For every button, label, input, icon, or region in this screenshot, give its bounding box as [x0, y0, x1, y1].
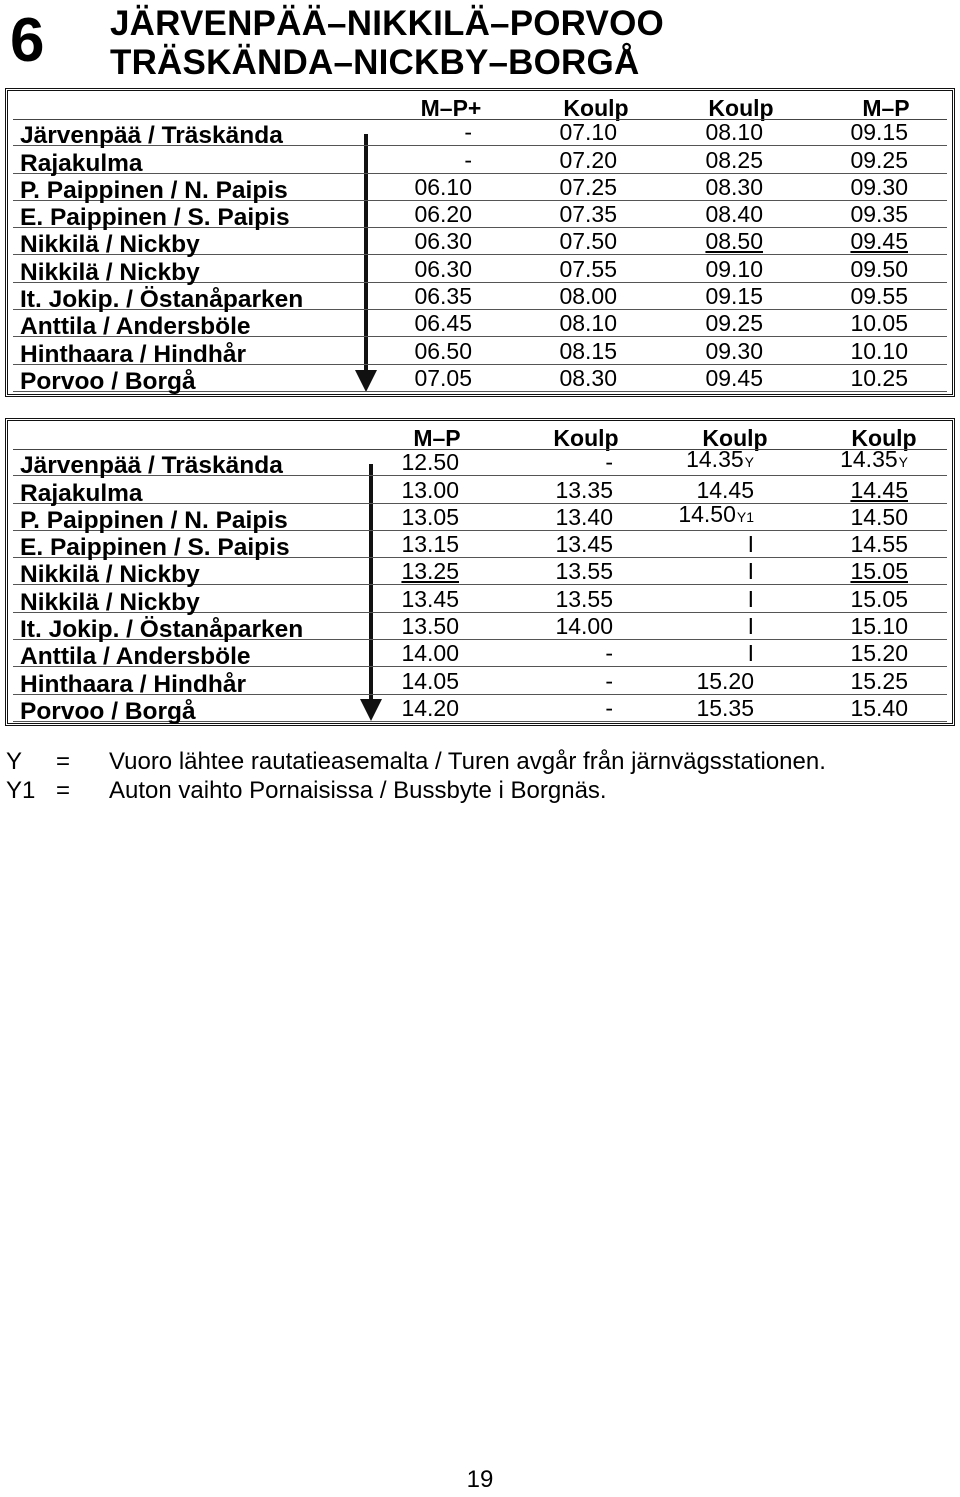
time-cell: 14.55 [850, 531, 908, 558]
time-cell: 14.45 [850, 476, 908, 503]
time-cell: 15.05 [850, 585, 908, 612]
route-title-swedish: TRÄSKÄNDA–NICKBY–BORGÅ [110, 43, 640, 82]
stop-name: Järvenpää / Träskända [20, 122, 283, 150]
time-cell: 08.30 [705, 173, 763, 200]
time-cell: 07.35 [559, 201, 617, 228]
time-cell: I [747, 613, 754, 640]
time-cell: 06.50 [414, 337, 472, 364]
footnote-mark: Y [744, 454, 754, 471]
time-cell [840, 446, 908, 475]
time-cell: 13.50 [401, 613, 459, 640]
time-cell: I [747, 640, 754, 667]
time-cell: - [605, 694, 613, 721]
time-cell: 07.05 [414, 364, 472, 391]
timetable-afternoon [5, 418, 955, 726]
time-cell: 07.50 [559, 228, 617, 255]
legend-text: Vuoro lähtee rautatieasemalta / Turen avgår från järnvägsstationen. [109, 748, 826, 775]
page-number: 19 [466, 1466, 494, 1493]
time-cell: 10.25 [850, 364, 908, 391]
table-row [13, 476, 947, 507]
time-cell: 06.45 [414, 310, 472, 337]
stop-name: Nikkilä / Nickby [20, 561, 200, 589]
time-cell: 13.55 [555, 558, 613, 585]
time-cell [678, 501, 754, 530]
time-cell: 08.00 [559, 283, 617, 310]
time-cell: 09.10 [705, 255, 763, 282]
table-row [13, 201, 947, 232]
stop-name: Nikkilä / Nickby [20, 588, 200, 616]
time-cell: 15.40 [850, 694, 908, 721]
time-cell: 07.20 [559, 146, 617, 173]
time-cell: 09.45 [705, 364, 763, 391]
time-cell: 14.45 [696, 476, 754, 503]
time-cell: 13.25 [401, 558, 459, 585]
time-cell: 13.45 [401, 585, 459, 612]
time-cell: 13.55 [555, 585, 613, 612]
stop-name: E. Paippinen / S. Paipis [20, 534, 290, 562]
column-header: M–P [862, 95, 910, 121]
time-cell: 08.40 [705, 201, 763, 228]
legend-item [6, 776, 607, 806]
route-title-finnish: JÄRVENPÄÄ–NIKKILÄ–PORVOO [110, 4, 664, 43]
timetable-morning [5, 88, 955, 397]
time-cell: 06.30 [414, 255, 472, 282]
legend-equals: = [56, 748, 71, 775]
legend-key: Y1 [6, 777, 36, 804]
table-row [13, 337, 947, 368]
stop-name: Porvoo / Borgå [20, 367, 196, 395]
time-value: 14.50 [678, 500, 736, 527]
stop-name: Rajakulma [20, 479, 143, 507]
stop-name: Porvoo / Borgå [20, 697, 196, 725]
time-cell: I [747, 558, 754, 585]
table-row [13, 255, 947, 286]
time-cell [686, 446, 754, 475]
time-cell: 09.50 [850, 255, 908, 282]
time-cell: - [464, 146, 472, 173]
time-cell: 13.35 [555, 476, 613, 503]
time-value: 14.35 [686, 446, 744, 473]
table-row [13, 500, 947, 534]
stop-name: Nikkilä / Nickby [20, 231, 200, 259]
time-cell: - [605, 640, 613, 667]
time-cell: 10.10 [850, 337, 908, 364]
time-cell: 13.15 [401, 531, 459, 558]
table-row [13, 146, 947, 177]
table-row [13, 531, 947, 562]
legend-equals: = [56, 777, 71, 804]
time-cell: 06.35 [414, 283, 472, 310]
stop-name: Rajakulma [20, 149, 143, 177]
time-cell: 09.45 [850, 228, 908, 255]
time-cell: 09.25 [705, 310, 763, 337]
time-cell: 14.05 [401, 667, 459, 694]
time-cell: 14.50 [850, 503, 908, 530]
column-header: M–P [413, 425, 461, 451]
table-row [13, 613, 947, 644]
time-cell: - [605, 667, 613, 694]
time-cell: 15.20 [850, 640, 908, 667]
footnote-mark: Y1 [736, 508, 754, 525]
table-row [13, 694, 947, 725]
stop-name: P. Paippinen / N. Paipis [20, 176, 288, 204]
column-header: Koulp [553, 425, 619, 451]
stop-name: Anttila / Andersböle [20, 643, 251, 671]
time-cell: 15.20 [696, 667, 754, 694]
stop-name: Järvenpää / Träskända [20, 452, 283, 480]
time-cell: 06.10 [414, 173, 472, 200]
time-cell: 14.00 [555, 613, 613, 640]
time-cell: 15.25 [850, 667, 908, 694]
time-cell: - [464, 119, 472, 146]
time-cell: 08.10 [559, 310, 617, 337]
time-cell: 06.30 [414, 228, 472, 255]
table-row [13, 640, 947, 671]
column-header: M–P+ [420, 95, 482, 121]
time-cell: 12.50 [401, 449, 459, 476]
timetable-afternoon-body [13, 425, 947, 725]
time-cell: 09.35 [850, 201, 908, 228]
table-row [13, 310, 947, 341]
legend-item [6, 747, 826, 777]
time-cell: 08.10 [705, 119, 763, 146]
time-cell: 07.10 [559, 119, 617, 146]
route-title [110, 4, 664, 82]
time-cell: 15.10 [850, 613, 908, 640]
footnote-mark: Y [898, 454, 908, 471]
stop-name: Nikkilä / Nickby [20, 258, 200, 286]
table-row [13, 667, 947, 698]
stop-name: Hinthaara / Hindhår [20, 670, 246, 698]
table-row [13, 446, 947, 480]
time-cell: 10.05 [850, 310, 908, 337]
time-cell: - [605, 449, 613, 476]
time-cell: 15.05 [850, 558, 908, 585]
time-cell: 09.30 [850, 173, 908, 200]
time-cell: I [747, 585, 754, 612]
table-row [13, 585, 947, 616]
stop-name: Anttila / Andersböle [20, 313, 251, 341]
time-cell: 07.55 [559, 255, 617, 282]
table-row [13, 173, 947, 204]
time-cell: 13.45 [555, 531, 613, 558]
stop-name: E. Paippinen / S. Paipis [20, 204, 290, 232]
column-header: Koulp [702, 425, 768, 451]
time-cell: 08.25 [705, 146, 763, 173]
stop-name: It. Jokip. / Östanåparken [20, 616, 304, 644]
column-header: Koulp [563, 95, 629, 121]
time-cell: 13.40 [555, 503, 613, 530]
time-cell: 14.20 [401, 694, 459, 721]
time-cell: 09.30 [705, 337, 763, 364]
timetable-morning-body [13, 95, 947, 395]
time-cell: 09.15 [705, 283, 763, 310]
time-cell: 06.20 [414, 201, 472, 228]
column-header: Koulp [851, 425, 917, 451]
time-cell: 15.35 [696, 694, 754, 721]
stop-name: P. Paippinen / N. Paipis [20, 506, 288, 534]
time-cell: 07.25 [559, 173, 617, 200]
stop-name: It. Jokip. / Östanåparken [20, 286, 304, 314]
column-header: Koulp [708, 95, 774, 121]
time-cell: 09.55 [850, 283, 908, 310]
time-cell: 08.50 [705, 228, 763, 255]
table-row [13, 558, 947, 589]
table-row [13, 119, 947, 150]
time-cell: 08.15 [559, 337, 617, 364]
time-value: 14.35 [840, 446, 898, 473]
time-cell: 09.15 [850, 119, 908, 146]
table-row [13, 228, 947, 259]
time-cell: 09.25 [850, 146, 908, 173]
time-cell: 13.00 [401, 476, 459, 503]
stop-name: Hinthaara / Hindhår [20, 340, 246, 368]
table-row [13, 283, 947, 314]
legend-text: Auton vaihto Pornaisissa / Bussbyte i Borgnäs. [109, 777, 607, 804]
time-cell: 14.00 [401, 640, 459, 667]
route-number: 6 [10, 6, 45, 75]
time-cell: I [747, 531, 754, 558]
legend-key: Y [6, 748, 23, 775]
table-row [13, 364, 947, 395]
time-cell: 13.05 [401, 503, 459, 530]
time-cell: 08.30 [559, 364, 617, 391]
